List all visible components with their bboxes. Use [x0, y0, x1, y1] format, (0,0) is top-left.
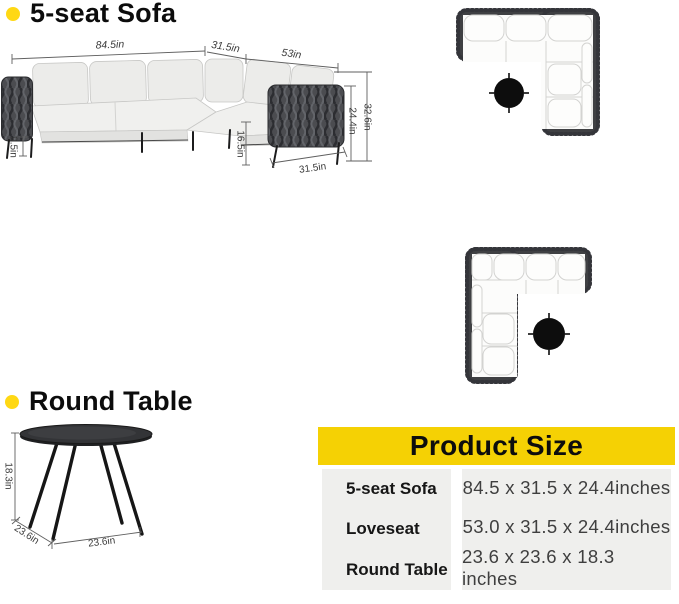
product-size-body — [318, 469, 675, 590]
dim-label-table-height: 18.3in — [2, 462, 14, 490]
sofa-right-arm — [268, 85, 344, 147]
dim-label-back-width: 84.5in — [95, 38, 125, 52]
product-size-value-column — [462, 469, 671, 590]
dim-label-loveseat-width: 53in — [280, 46, 303, 62]
sofa-top-view-diagram-2 — [460, 245, 610, 390]
dim-label-corner-width: 31.5in — [210, 38, 241, 56]
size-row-value: 84.5 x 31.5 x 24.4inches — [462, 477, 671, 499]
sectional-cushions — [472, 254, 585, 375]
dim-label-arm-height: 24.4in — [346, 107, 358, 135]
yellow-dot-icon — [5, 395, 19, 409]
size-row-value: 23.6 x 23.6 x 18.3 inches — [462, 546, 615, 589]
dim-label-table-depth: 23.6in — [11, 522, 41, 547]
column-divider — [451, 469, 462, 590]
size-row-label: Round Table — [346, 559, 448, 579]
round-table-top-view — [528, 313, 570, 355]
sofa-left-arm — [2, 77, 33, 141]
table-legs — [30, 440, 142, 539]
size-row-label: 5-seat Sofa — [346, 479, 437, 499]
dim-label-seat-height: 16.5in — [234, 130, 246, 158]
sofa-top-view-diagram-1 — [450, 5, 610, 140]
product-size-header: Product Size — [318, 427, 675, 465]
dim-label-total-height: 32.6in — [361, 103, 373, 131]
sectional-cushions — [464, 15, 593, 129]
round-table-section-title: Round Table — [29, 386, 193, 416]
product-size-label-column — [322, 469, 451, 590]
product-size-table — [318, 427, 675, 590]
sofa-title-row — [6, 0, 176, 29]
dim-label-leg-height: 9.5in — [7, 136, 19, 158]
sofa-section-title: 5-seat Sofa — [30, 0, 177, 28]
sofa-dimension-diagram — [0, 40, 380, 180]
size-row-label: Loveseat — [346, 519, 420, 539]
round-table-top-view — [489, 73, 529, 113]
round-table-title-row — [5, 386, 193, 417]
sofa-seat-cushions — [31, 98, 304, 146]
round-table-dimension-diagram — [0, 420, 165, 565]
table-top — [20, 425, 152, 447]
dim-label-arm-depth: 31.5in — [298, 161, 327, 176]
yellow-dot-icon — [6, 7, 20, 21]
dim-label-table-width: 23.6in — [87, 535, 116, 550]
size-row-value: 53.0 x 31.5 x 24.4inches — [462, 515, 671, 537]
